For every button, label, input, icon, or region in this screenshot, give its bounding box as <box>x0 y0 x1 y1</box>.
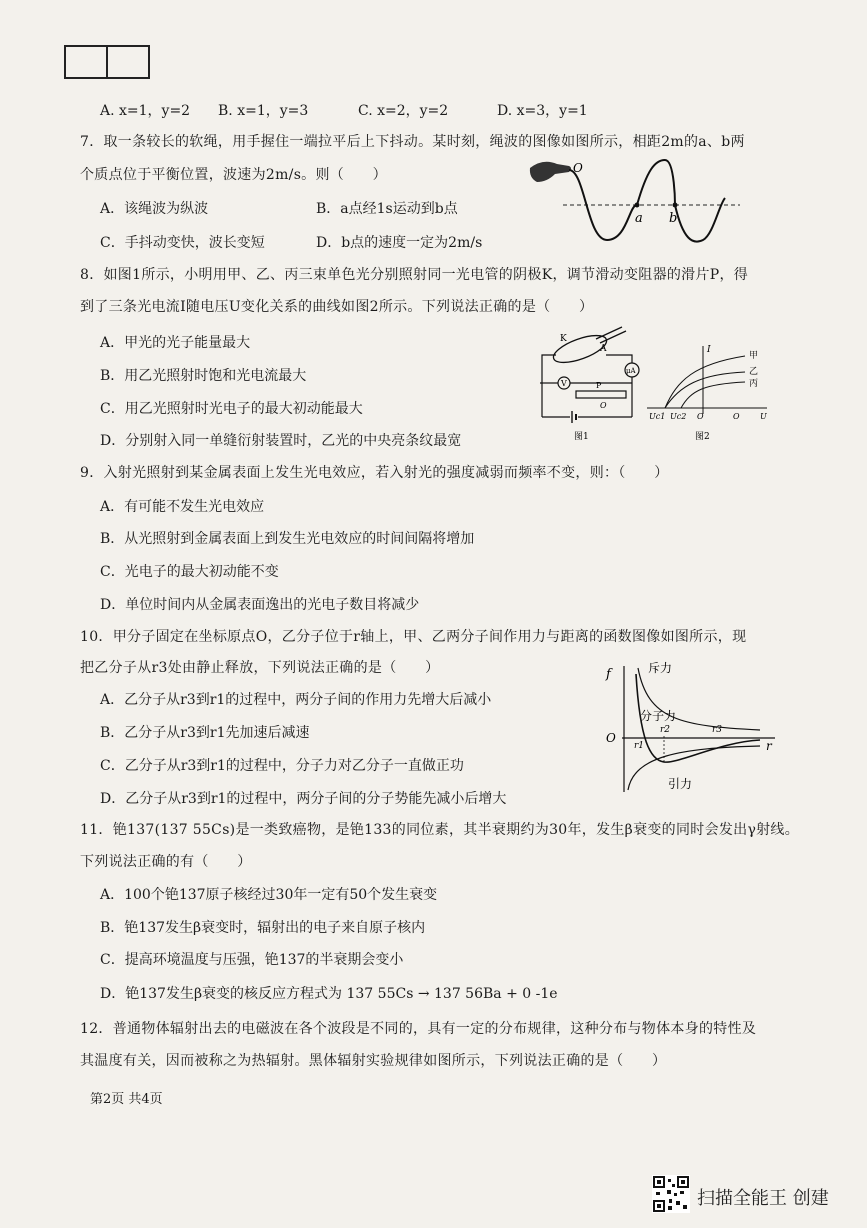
fig2-caption: 图2 <box>695 432 710 442</box>
q10-molecular-force-graph <box>600 660 780 800</box>
label-uc2: Uc2 <box>670 412 687 421</box>
label-a: a <box>635 211 643 226</box>
q10-stem-line1: 10．甲分子固定在坐标原点O，乙分子位于r轴上，甲、乙两分子间作用力与距离的函数图像如图所示，现 <box>80 629 747 645</box>
q10-option-a: A．乙分子从r3到r1的过程中，两分子间的作用力先增大后减小 <box>100 692 492 708</box>
q12-stem-line1: 12．普通物体辐射出去的电磁波在各个波段是不同的，具有一定的分布规律，这种分布与物体本身的特性及 <box>80 1021 757 1037</box>
q7-stem-line1: 7．取一条较长的软绳，用手握住一端拉平后上下抖动。某时刻，绳波的图像如图所示，相距2m的a、b两 <box>80 134 745 150</box>
axis-label-r: r <box>766 739 772 753</box>
q8-figure-1-circuit <box>530 325 650 443</box>
q10-option-c: C．乙分子从r3到r1的过程中，分子力对乙分子一直做正功 <box>100 758 464 774</box>
q9-option-b: B．从光照射到金属表面上到发生光电效应的时间间隔将增加 <box>100 531 475 547</box>
label-r2: r2 <box>660 725 671 735</box>
score-box-left <box>64 45 108 79</box>
q10-option-d: D．乙分子从r3到r1的过程中，两分子间的分子势能先减小后增大 <box>100 791 507 807</box>
q9-option-a: A．有可能不发生光电效应 <box>100 499 265 515</box>
label-r1: r1 <box>634 741 645 751</box>
label-repulsive: 斥力 <box>648 661 673 675</box>
label-o: O <box>573 161 583 175</box>
label-ua: μA <box>626 367 636 375</box>
rheostat <box>576 391 626 398</box>
q7-rope-wave-figure <box>525 150 745 250</box>
q8-option-b: B．用乙光照射时饱和光电流最大 <box>100 368 307 384</box>
q8-stem-line1: 8．如图1所示，小明用甲、乙、丙三束单色光分别照射同一光电管的阴极K，调节滑动变阻器的滑片P，得 <box>80 267 749 283</box>
label-r3: r3 <box>712 725 723 735</box>
q9-option-c: C．光电子的最大初动能不变 <box>100 564 279 580</box>
q6-option-b: B. x=1，y=3 <box>218 103 309 119</box>
q11-option-b: B．铯137发生β衰变时，辐射出的电子来自原子核内 <box>100 920 426 936</box>
scanner-watermark: 扫描全能王 创建 <box>697 1188 829 1209</box>
q8-stem-line2: 到了三条光电流I随电压U变化关系的曲线如图2所示。下列说法正确的是（ ） <box>80 299 594 315</box>
q8-option-d: D．分别射入同一单缝衍射装置时，乙光的中央亮条纹最宽 <box>100 433 462 449</box>
label-o-switch: O <box>600 401 607 410</box>
q7-option-c: C．手抖动变快，波长变短 <box>100 235 265 251</box>
label-attractive: 引力 <box>668 777 693 791</box>
curve-jia <box>665 356 745 408</box>
label-anode: A <box>600 344 607 354</box>
axis-label-f: f <box>606 667 611 682</box>
q10-option-b: B．乙分子从r3到r1先加速后减速 <box>100 725 310 741</box>
axis-label-i: I <box>707 345 711 355</box>
label-origin-right: O <box>733 412 740 421</box>
q9-option-d: D．单位时间内从金属表面逸出的光电子数目将减少 <box>100 597 420 613</box>
qr-code-icon <box>652 1175 690 1213</box>
rope-wave-curve <box>569 160 725 242</box>
q7-stem-line2: 个质点位于平衡位置，波速为2m/s。则（ ） <box>80 167 387 183</box>
axis-label-u: U <box>760 412 767 421</box>
label-jia: 甲 <box>749 351 759 361</box>
q6-option-d: D. x=3，y=1 <box>497 103 588 119</box>
q9-stem: 9．入射光照射到某金属表面上发生光电效应，若入射光的强度减弱而频率不变，则：（ ） <box>80 465 669 481</box>
q11-stem-line1: 11．铯137(137 55Cs)是一类致癌物，是铯133的同位素，其半衰期约为30年，发生β衰变的同时会发出γ射线。 <box>80 822 800 838</box>
q11-option-c: C．提高环境温度与压强，铯137的半衰期会变小 <box>100 952 404 968</box>
label-origin: O <box>697 412 704 421</box>
q11-option-a: A．100个铯137原子核经过30年一定有50个发生衰变 <box>100 887 438 903</box>
point-b <box>673 203 678 208</box>
q12-stem-line2: 其温度有关，因而被称之为热辐射。黑体辐射实验规律如图所示，下列说法正确的是（ ） <box>80 1053 667 1069</box>
label-k: K <box>560 334 567 344</box>
q11-stem-line2: 下列说法正确的有（ ） <box>80 854 252 870</box>
score-box-right <box>106 45 150 79</box>
q7-option-a: A．该绳波为纵波 <box>100 201 209 217</box>
curve-yi <box>665 372 745 408</box>
label-p: P <box>596 381 602 390</box>
label-bing: 丙 <box>749 379 759 389</box>
q8-option-a: A．甲光的光子能量最大 <box>100 335 251 351</box>
label-v: V <box>561 379 567 388</box>
page-number: 第2页 共4页 <box>90 1092 163 1107</box>
label-yi: 乙 <box>749 367 759 377</box>
label-net-force: 分子力 <box>640 709 677 723</box>
q6-option-a: A. x=1，y=2 <box>100 103 191 119</box>
q8-option-c: C．用乙光照射时光电子的最大初动能最大 <box>100 401 363 417</box>
attractive-curve <box>628 746 760 790</box>
fig1-caption: 图1 <box>574 432 589 442</box>
q6-option-c: C. x=2，y=2 <box>358 103 449 119</box>
label-b: b <box>669 211 678 226</box>
hand-icon <box>530 162 571 182</box>
point-a <box>635 203 640 208</box>
q7-option-b: B．a点经1s运动到b点 <box>316 201 458 217</box>
axis-label-origin: O <box>606 731 616 745</box>
q11-option-d: D．铯137发生β衰变的核反应方程式为 137 55Cs → 137 56Ba + 0 -1e <box>100 986 558 1002</box>
q7-option-d: D．b点的速度一定为2m/s <box>316 235 483 251</box>
q10-stem-line2: 把乙分子从r3处由静止释放，下列说法正确的是（ ） <box>80 660 440 676</box>
label-uc1: Uc1 <box>649 412 666 421</box>
q8-figure-2-iu-graph <box>645 340 770 442</box>
curve-bing <box>681 382 745 408</box>
